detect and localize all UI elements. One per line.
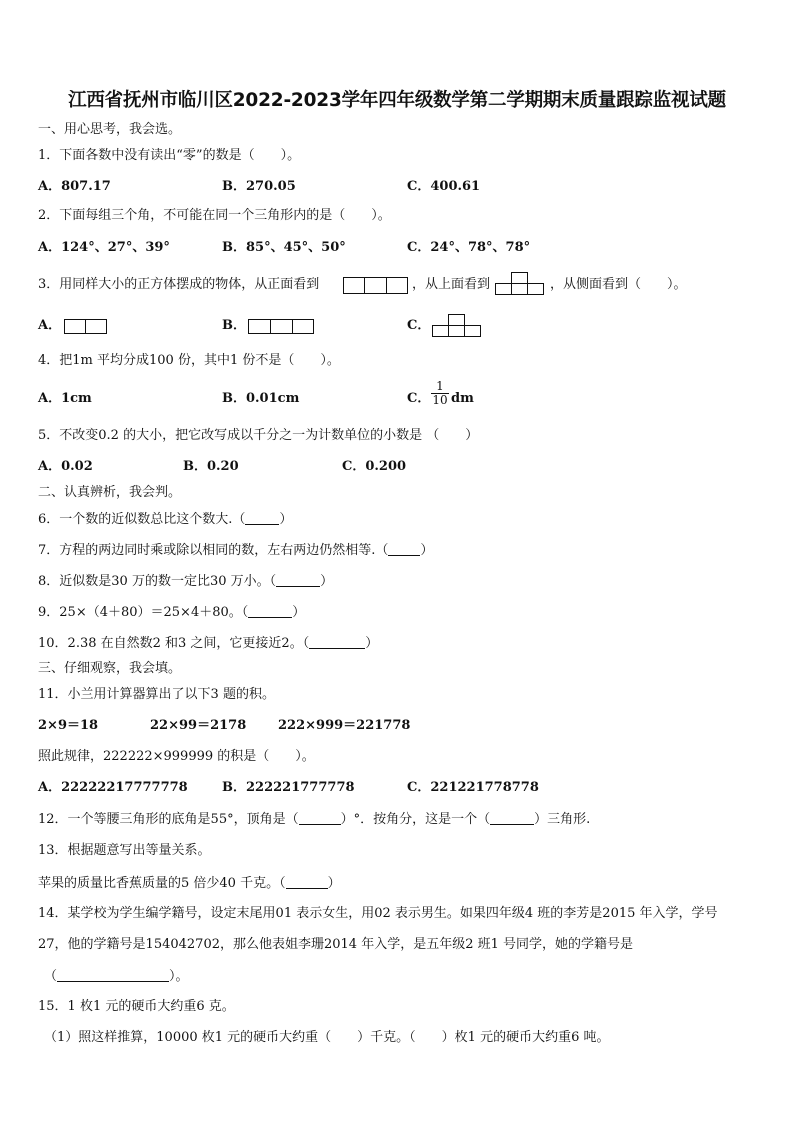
q11-example-2: 22×99＝2178: [150, 718, 247, 733]
question-13: 13．根据题意写出等量关系。: [38, 843, 211, 858]
section-2-heading: 二、认真辨析，我会判。: [38, 485, 182, 500]
q11-option-c: C．221221778778: [407, 780, 539, 795]
q7-close: ）: [420, 543, 434, 558]
q2-option-b: B．85°、45°、50°: [222, 240, 346, 255]
section-1-heading: 一、用心思考，我会选。: [38, 122, 182, 137]
q4-option-c-unit: dm: [451, 391, 474, 406]
question-6: [38, 511, 292, 528]
q11-option-b: B．222221777778: [222, 780, 355, 795]
q12-text-3: ）三角形.: [534, 812, 591, 827]
q5-option-c: C．0.200: [342, 459, 407, 474]
q14-answer-blank[interactable]: [57, 968, 169, 982]
question-2: 2．下面每组三个角，不可能在同一个三角形内的是（ ）。: [38, 208, 391, 223]
q12-text-1: 12．一个等腰三角形的底角是55°，顶角是（: [38, 812, 299, 827]
q4-option-c-fraction: [431, 380, 449, 407]
q1-option-c: C．400.61: [407, 179, 481, 194]
q1-option-a: A．807.17: [38, 179, 111, 194]
question-14-line-2: 27，他的学籍号是154042702，那么他表姐李珊2014 年入学，是五年级2 班1 号同学，她的学籍号是: [38, 937, 634, 952]
q5-option-a: A．0.02: [38, 459, 93, 474]
question-9: [38, 604, 305, 621]
q11-example-1: 2×9＝18: [38, 718, 99, 733]
q8-text: 8．近似数是30 万的数一定比30 万小。（: [38, 574, 277, 589]
question-7: [38, 542, 433, 559]
q7-text: 7．方程的两边同时乘或除以相同的数，左右两边仍然相等.（: [38, 543, 389, 558]
question-11: 11．小兰用计算器算出了以下3 题的积。: [38, 687, 275, 702]
q2-option-c: C．24°、78°、78°: [407, 240, 531, 255]
q6-text: 6．一个数的近似数总比这个数大.（: [38, 512, 246, 527]
fraction-denominator: 10: [432, 393, 448, 407]
question-14-line-1: 14．某学校为学生编学籍号，设定末尾用01 表示女生，用02 表示男生。如果四年级4 班的李芳是2015 年入学，学号: [38, 906, 718, 921]
q4-option-b: B．0.01cm: [222, 391, 300, 406]
section-3-heading: 三、仔细观察，我会填。: [38, 661, 182, 676]
q14-close: ）。: [169, 969, 189, 984]
q11-option-a: A．22222217777778: [38, 780, 188, 795]
fraction-numerator: 1: [431, 380, 449, 394]
q14-open: （: [44, 969, 58, 984]
q3-option-b-figure: [248, 319, 316, 335]
q8-answer-blank[interactable]: [276, 573, 320, 587]
question-5: 5．不改变0.2 的大小，把它改写成以千分之一为计数单位的小数是 （ ）: [38, 428, 479, 443]
q13-answer-blank[interactable]: [286, 875, 328, 889]
q11-example-3: 222×999＝221778: [278, 718, 411, 733]
q9-close: ）: [292, 605, 306, 620]
q13-close: ）: [327, 876, 341, 891]
question-8: [38, 573, 333, 590]
q3-option-a-figure: [64, 319, 110, 335]
q3-option-c-figure: [432, 314, 484, 338]
question-3-part-1: 3．用同样大小的正方体摆成的物体，从正面看到: [38, 277, 320, 292]
q13-sub-text: 苹果的质量比香蕉质量的5 倍少40 千克。（: [38, 876, 286, 891]
q9-text: 9．25×（4＋80）＝25×4＋80。（: [38, 605, 249, 620]
q2-option-a: A．124°、27°、39°: [38, 240, 170, 255]
question-12: [38, 811, 590, 828]
q3-option-c: C．: [407, 318, 431, 333]
question-3-part-3: ，从侧面看到（ ）。: [550, 277, 687, 292]
q3-option-b: B．: [222, 318, 246, 333]
q6-answer-blank[interactable]: [245, 511, 279, 525]
question-1: 1．下面各数中没有读出“零”的数是（ ）。: [38, 148, 301, 163]
q12-text-2: ）°．按角分，这是一个（: [340, 812, 491, 827]
top-view-figure: [495, 272, 547, 296]
question-3-part-2: ，从上面看到: [412, 277, 491, 292]
question-15: 15．1 枚1 元的硬币大约重6 克。: [38, 999, 235, 1014]
q3-option-a: A．: [38, 318, 62, 333]
question-4: 4．把1m 平均分成100 份，其中1 份不是（ ）。: [38, 353, 340, 368]
q6-close: ）: [279, 512, 293, 527]
q10-close: ）: [365, 636, 379, 651]
q5-option-b: B．0.20: [183, 459, 239, 474]
q1-option-b: B．270.05: [222, 179, 296, 194]
page-title: 江西省抚州市临川区2022-2023学年四年级数学第二学期期末质量跟踪监视试题: [68, 90, 726, 111]
q8-close: ）: [320, 574, 334, 589]
q10-answer-blank[interactable]: [309, 635, 365, 649]
question-14-line-3: [44, 968, 189, 985]
q11-rule: 照此规律，222222×999999 的积是（ ）。: [38, 749, 315, 764]
q4-option-c: C．: [407, 391, 431, 406]
q13-statement: [38, 875, 341, 892]
q7-answer-blank[interactable]: [388, 542, 420, 556]
q4-option-a: A．1cm: [38, 391, 92, 406]
front-view-figure: [343, 277, 409, 295]
question-10: [38, 635, 378, 652]
q15-sub-question-1: （1）照这样推算，10000 枚1 元的硬币大约重（ ）千克。（ ）枚1 元的硬币大约重6 吨。: [44, 1030, 610, 1045]
q12-type-blank[interactable]: [490, 811, 534, 825]
q10-text: 10．2.38 在自然数2 和3 之间，它更接近2。（: [38, 636, 310, 651]
q12-apex-blank[interactable]: [299, 811, 341, 825]
q9-answer-blank[interactable]: [248, 604, 292, 618]
